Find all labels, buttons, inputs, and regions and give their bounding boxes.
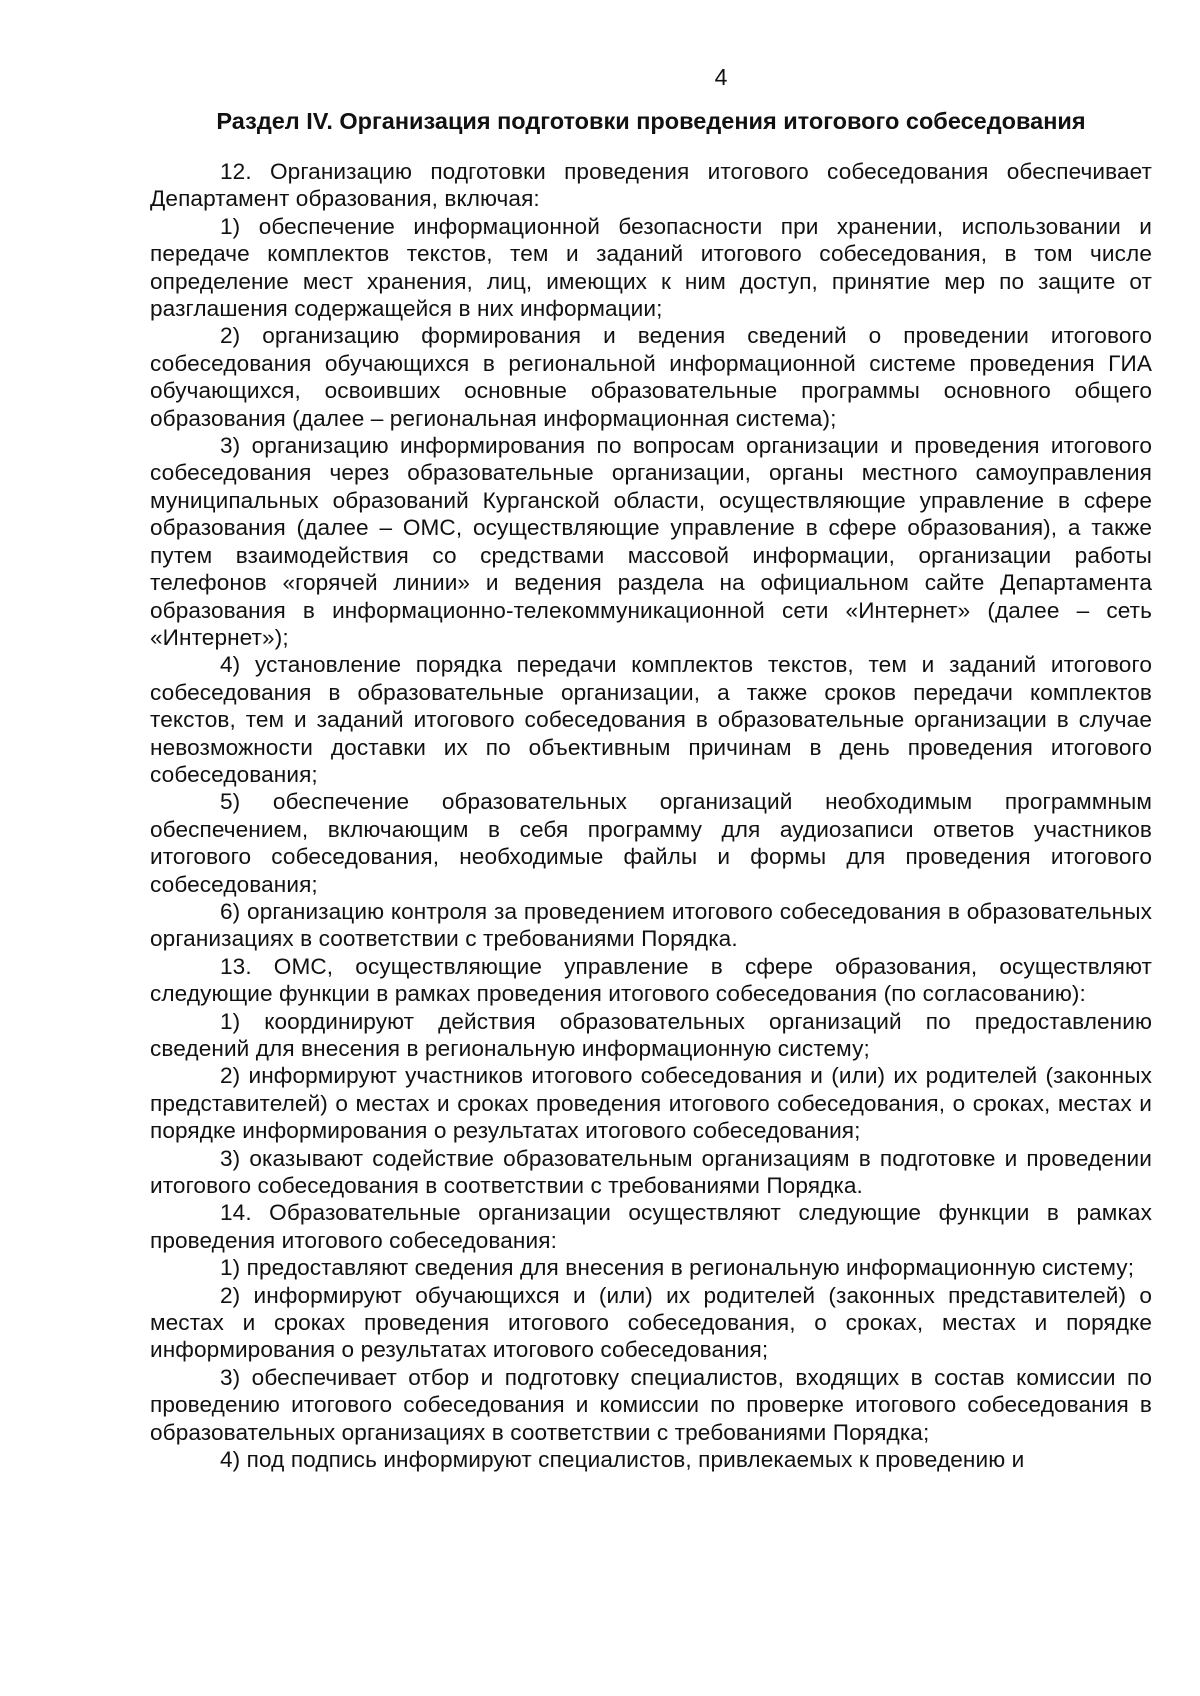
paragraph-14-item-1: 1) предоставляют сведения для внесения в региональную информационную систему; [220, 1255, 1135, 1281]
paragraph-12-item-2: 2) организацию формирования и ведения сведений о проведении итогового собеседования обучающихся в региональной информационной системе проведения ГИА обучающихся, освоивших основные образовательные программы основного общего образования (далее – региональная информационная система); [150, 323, 1152, 431]
paragraph-12-item-5: 5) обеспечение образовательных организаций необходимым программным обеспечением, включающим в себя программу для аудиозаписи ответов участников итогового собеседования, необходимые файлы и формы для проведения итогового собеседования; [150, 789, 1152, 897]
paragraph-12-item-4: 4) установление порядка передачи комплектов текстов, тем и заданий итогового собеседования в образовательные организации, а также сроков передачи комплектов текстов, тем и заданий итогового собеседования в образовательные организации в случае невозможности доставки их по объективным причинам в день проведения итогового собеседования; [150, 652, 1152, 787]
page-number: 4 [714, 64, 728, 90]
paragraph-14: 14. Образовательные организации осуществляют следующие функции в рамках проведения итогового собеседования: [150, 1200, 1152, 1253]
paragraph-12-item-1: 1) обеспечение информационной безопасности при хранении, использовании и передаче комплектов текстов, тем и заданий итогового собеседования, в том числе определение мест хранения, лиц, имеющих к ним доступ, принятие мер по защите от разглашения содержащейся в них информации; [150, 213, 1152, 322]
section-title: Раздел IV. Организация подготовки проведения итогового собеседования [216, 108, 1086, 134]
paragraph-13: 13. ОМС, осуществляющие управление в сфере образования, осуществляют следующие функции в рамках проведения итогового собеседования (по согласованию): [150, 953, 1152, 1007]
paragraph-12: 12. Организацию подготовки проведения итогового собеседования обеспечивает Департамент образования, включая: [150, 159, 1152, 212]
paragraph-13-item-2: 2) информируют участников итогового собеседования и (или) их родителей (законных представителей) о местах и сроках проведения итогового собеседования, о сроках, местах и порядке информирования о результатах итогового собеседования; [150, 1063, 1152, 1144]
paragraph-14-item-3: 3) обеспечивает отбор и подготовку специалистов, входящих в состав комиссии по проведению итогового собеседования и комиссии по проверке итогового собеседования в образовательных организациях в соответствии с требованиями Порядка; [150, 1364, 1152, 1445]
paragraph-14-item-4: 4) под подпись информируют специалистов, привлекаемых к проведению и [220, 1447, 1025, 1473]
paragraph-13-item-3: 3) оказывают содействие образовательным организациям в подготовке и проведении итогового собеседования в соответствии с требованиями Порядка. [150, 1145, 1152, 1199]
paragraph-12-item-3: 3) организацию информирования по вопросам организации и проведения итогового собеседования через образовательные организации, органы местного самоуправления муниципальных образований Курганской области, осуществляющие управление в сфере образования (далее – ОМС, осуществляющие управление в сфере образования), а также путем взаимодействия со средствами массовой информации, организации работы телефонов «горячей линии» и ведения раздела на официальном сайте Департамента образования в информационно-телекоммуникационной сети «Интернет» (далее – сеть «Интернет»); [150, 433, 1152, 650]
paragraph-14-item-2: 2) информируют обучающихся и (или) их родителей (законных представителей) о местах и сроках проведения итогового собеседования, о сроках, местах и порядке информирования о результатах итогового собеседования; [150, 1282, 1152, 1363]
paragraph-13-item-1: 1) координируют действия образовательных организаций по предоставлению сведений для внесения в региональную информационную систему; [150, 1008, 1152, 1061]
document-page [150, 62, 1152, 1474]
paragraph-12-item-6: 6) организацию контроля за проведением итогового собеседования в образовательных организациях в соответствии с требованиями Порядка. [150, 898, 1152, 952]
